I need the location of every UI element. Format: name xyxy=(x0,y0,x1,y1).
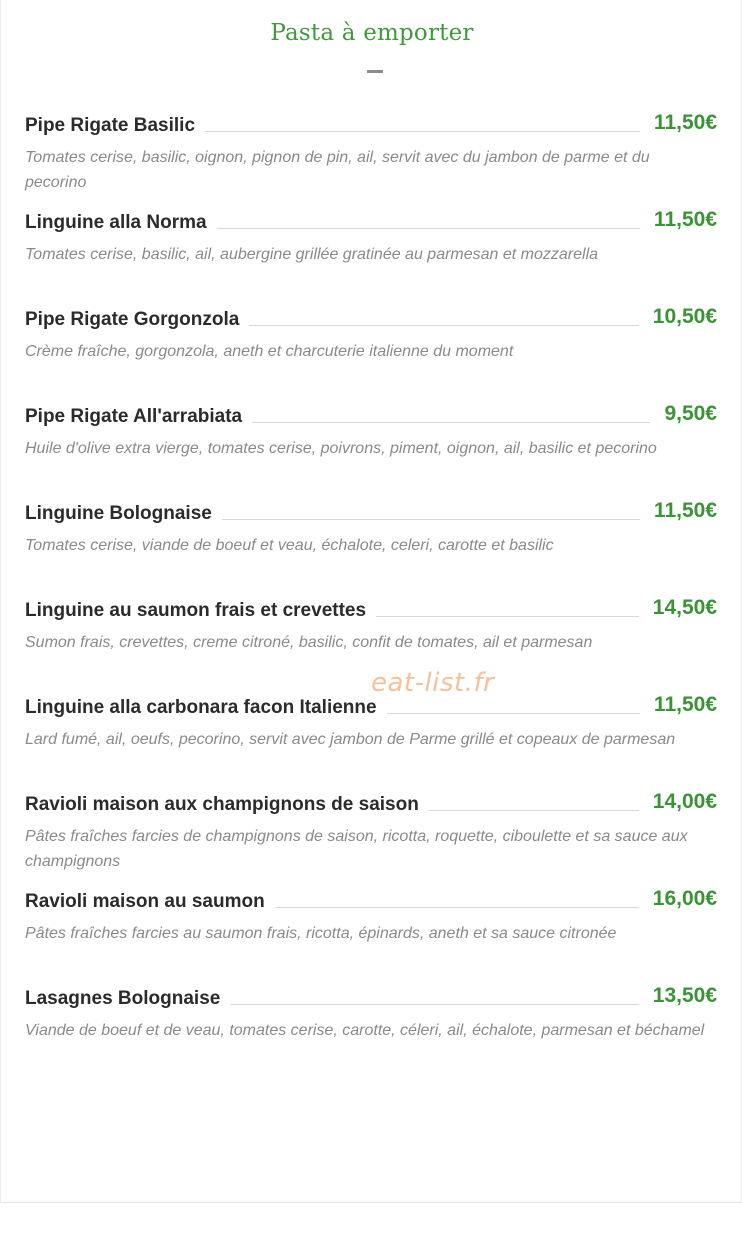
menu-item-description: Crème fraîche, gorgonzola, aneth et charcuterie italienne du moment xyxy=(25,343,514,360)
menu-item-name: Linguine Bolognaise xyxy=(25,503,212,524)
dotted-leader xyxy=(249,324,638,326)
menu-item-description: Viande de boeuf et de veau, tomates cerise, carotte, céleri, ail, échalote, parmesan et béchamel xyxy=(25,1022,705,1039)
menu-items-list xyxy=(25,106,717,1076)
menu-item-name: Pipe Rigate Basilic xyxy=(25,115,196,136)
menu-item-description: Tomates cerise, viande de boeuf et veau, échalote, celeri, carotte et basilic xyxy=(25,537,554,554)
menu-item-price: 9,50€ xyxy=(664,402,717,425)
menu-item-name: Linguine au saumon frais et crevettes xyxy=(25,600,367,621)
menu-item-price: 14,00€ xyxy=(652,790,717,813)
menu-item xyxy=(25,300,717,397)
dotted-leader xyxy=(205,130,640,132)
dotted-leader xyxy=(222,518,640,520)
menu-item-description: Tomates cerise, basilic, oignon, pignon de pin, ail, servit avec du jambon de parme et du pecorino xyxy=(25,149,650,191)
menu-item-name: Pipe Rigate All'arrabiata xyxy=(25,406,243,427)
menu-item xyxy=(25,397,717,494)
menu-item xyxy=(25,106,717,203)
menu-item xyxy=(25,979,717,1076)
menu-item xyxy=(25,882,717,979)
dotted-leader xyxy=(387,712,640,714)
title-divider xyxy=(367,70,383,73)
menu-item-price: 11,50€ xyxy=(653,693,717,716)
menu-item-name: Linguine alla Norma xyxy=(25,212,207,233)
menu-item-price: 16,00€ xyxy=(652,887,717,910)
menu-item-name: Ravioli maison aux champignons de saison xyxy=(25,794,419,815)
dotted-leader xyxy=(217,227,640,229)
menu-item-name: Lasagnes Bolognaise xyxy=(25,988,221,1009)
dotted-leader xyxy=(230,1003,638,1005)
menu-item-description: Tomates cerise, basilic, ail, aubergine grillée gratinée au parmesan et mozzarella xyxy=(25,246,599,263)
menu-item-price: 11,50€ xyxy=(653,208,717,231)
menu-item xyxy=(25,688,717,785)
menu-item-price: 14,50€ xyxy=(652,596,717,619)
watermark-text: eat-list.fr xyxy=(371,668,495,698)
menu-item-description: Lard fumé, ail, oeufs, pecorino, servit avec jambon de Parme grillé et copeaux de parmesan xyxy=(25,731,676,748)
menu-item xyxy=(25,494,717,591)
menu-item-name: Linguine alla carbonara facon Italienne xyxy=(25,697,377,718)
dotted-leader xyxy=(252,421,650,423)
menu-item-price: 13,50€ xyxy=(652,984,717,1007)
menu-item-description: Pâtes fraîches farcies au saumon frais, ricotta, épinards, aneth et sa sauce citronée xyxy=(25,925,617,942)
menu-item-price: 11,50€ xyxy=(653,111,717,134)
section-title: Pasta à emporter xyxy=(270,20,474,46)
menu-item xyxy=(25,591,717,688)
menu-item-name: Pipe Rigate Gorgonzola xyxy=(25,309,240,330)
dotted-leader xyxy=(429,809,639,811)
menu-item-price: 10,50€ xyxy=(652,305,717,328)
menu-item-price: 11,50€ xyxy=(653,499,717,522)
menu-item-description: Sumon frais, crevettes, creme citroné, basilic, confit de tomates, ail et parmesan xyxy=(25,634,593,651)
menu-item xyxy=(25,203,717,300)
menu-item-description: Huile d'olive extra vierge, tomates cerise, poivrons, piment, oignon, ail, basilic et pecorino xyxy=(25,440,657,457)
menu-item-name: Ravioli maison au saumon xyxy=(25,891,265,912)
dotted-leader xyxy=(275,906,639,908)
menu-item-description: Pâtes fraîches farcies de champignons de saison, ricotta, roquette, ciboulette et sa sauce aux champignons xyxy=(25,828,688,870)
dotted-leader xyxy=(376,615,639,617)
menu-item xyxy=(25,785,717,882)
